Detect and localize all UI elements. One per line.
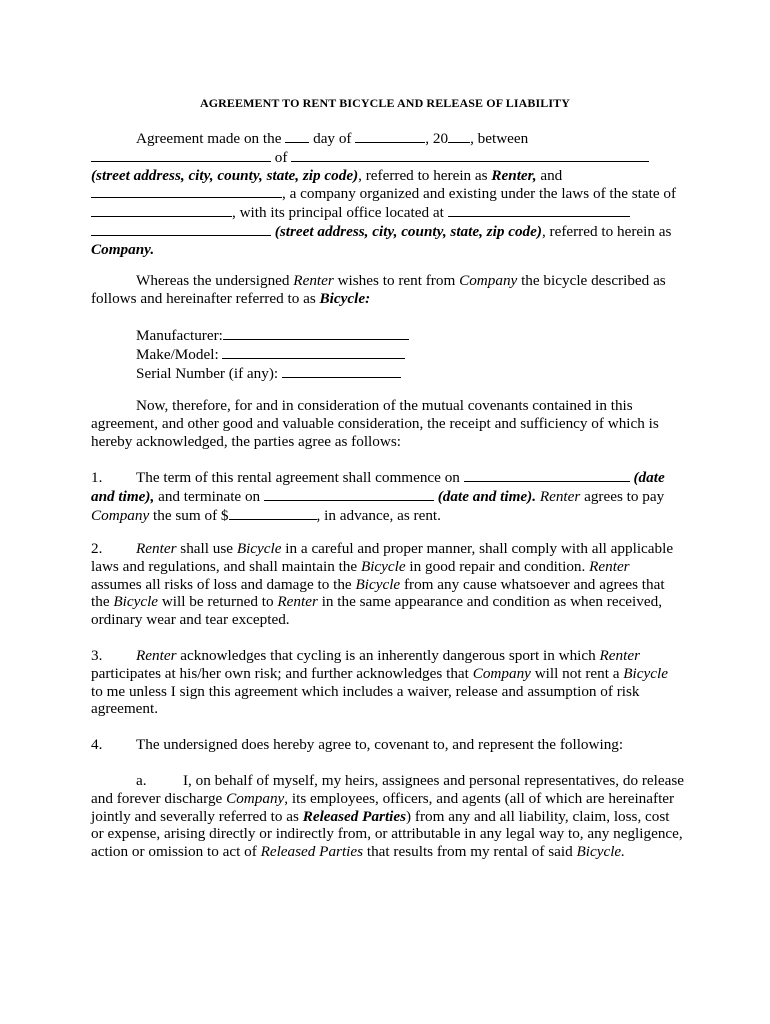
clause-text: The term of this rental agreement shall commence on bbox=[136, 469, 460, 486]
clause-number: 2. bbox=[91, 540, 103, 557]
clause-text: , its employees, officers, and agents (all of which are hereinafter bbox=[284, 789, 675, 807]
bicycle-term: Bicycle bbox=[236, 540, 282, 557]
paragraph-text: Now, therefore, for and in consideration of the mutual covenants contained in this bbox=[136, 397, 633, 414]
make-model-label: Make/Model: bbox=[136, 345, 219, 363]
clause-text: agreement. bbox=[91, 700, 159, 718]
date-time-label: (date and time). bbox=[437, 487, 537, 505]
clause-text: from any cause whatsoever and agrees that bbox=[403, 575, 665, 593]
bicycle-term: Bicycle: bbox=[319, 289, 371, 307]
company-name-blank[interactable] bbox=[91, 184, 282, 198]
intro-text: , 20 bbox=[425, 130, 449, 147]
commence-date-field[interactable] bbox=[464, 468, 630, 482]
company-address-blank[interactable] bbox=[448, 203, 630, 217]
whereas-text: wishes to rent from bbox=[337, 272, 456, 289]
clause-text: assumes all risks of loss and damage to the bbox=[91, 575, 352, 593]
clause-text: the bbox=[91, 593, 110, 611]
clause-text: shall use bbox=[180, 540, 234, 557]
renter-term: Renter bbox=[539, 487, 581, 505]
renter-term: Renter bbox=[589, 557, 630, 575]
renter-term: Renter bbox=[136, 647, 177, 664]
clause-text: the sum of $ bbox=[153, 506, 229, 524]
clause-text: ordinary wear and tear excepted. bbox=[91, 611, 290, 629]
clause-text: , in advance, as rent. bbox=[316, 506, 441, 524]
clause-text: participates at his/her own risk; and further acknowledges that bbox=[91, 664, 469, 682]
whereas-text: the bicycle described as bbox=[521, 272, 666, 289]
renter-term: Renter bbox=[293, 272, 334, 289]
bicycle-term: Bicycle bbox=[360, 557, 406, 575]
make-model-field[interactable] bbox=[222, 345, 405, 359]
intro-text: , a company organized and existing under the laws of the state of bbox=[282, 185, 677, 203]
address-label: (street address, city, county, state, zip code) bbox=[274, 222, 542, 240]
date-time-label: and time), bbox=[91, 487, 155, 505]
clause-text: in the same appearance and condition as when received, bbox=[321, 593, 662, 611]
clause-number: 3. bbox=[91, 647, 103, 664]
released-parties-term: Released Parties bbox=[260, 843, 364, 861]
company-term: Company. bbox=[91, 240, 155, 258]
clause-text: and terminate on bbox=[158, 487, 261, 505]
renter-term: Renter bbox=[599, 647, 641, 664]
bicycle-term: Bicycle bbox=[113, 593, 159, 611]
address-label: (street address, city, county, state, zip code) bbox=[91, 166, 359, 184]
manufacturer-label: Manufacturer: bbox=[136, 327, 223, 344]
intro-text: Agreement made on the bbox=[136, 130, 282, 147]
serial-field[interactable] bbox=[282, 364, 401, 378]
serial-label: Serial Number (if any): bbox=[136, 364, 279, 382]
clause-text: agrees to pay bbox=[584, 487, 665, 505]
bicycle-fields bbox=[91, 326, 683, 382]
manufacturer-field[interactable] bbox=[223, 326, 409, 340]
intro-text: day of bbox=[313, 130, 352, 147]
intro-text: and bbox=[540, 166, 563, 184]
rent-amount-field[interactable] bbox=[229, 506, 317, 520]
whereas-text: Whereas the undersigned bbox=[136, 272, 290, 289]
clause-text: ) from any and all liability, claim, loss, cost bbox=[406, 807, 670, 825]
clause-text: or expense, arising directly or indirectly from, or attributable in any legal way to, any negligence, bbox=[91, 825, 683, 843]
clause-text: in good repair and condition. bbox=[409, 557, 586, 575]
renter-term: Renter bbox=[277, 593, 318, 611]
clause-4 bbox=[91, 736, 683, 754]
clause-1 bbox=[91, 468, 683, 524]
intro-text: of bbox=[274, 148, 288, 166]
year-blank[interactable] bbox=[448, 129, 470, 143]
whereas-paragraph bbox=[91, 272, 683, 308]
clause-text: and forever discharge bbox=[91, 789, 223, 807]
whereas-text: follows and hereinafter referred to as bbox=[91, 289, 316, 307]
intro-text: , referred to herein as bbox=[358, 166, 488, 184]
company-term: Company bbox=[226, 789, 285, 807]
clause-letter: a. bbox=[136, 772, 147, 789]
now-therefore-paragraph bbox=[91, 397, 683, 450]
bicycle-term: Bicycle bbox=[355, 575, 401, 593]
clause-text: will be returned to bbox=[161, 593, 274, 611]
clause-text: The undersigned does hereby agree to, covenant to, and represent the following: bbox=[136, 736, 624, 753]
clause-text: in a careful and proper manner, shall comply with all applicable bbox=[285, 540, 674, 557]
intro-paragraph bbox=[91, 129, 683, 259]
clause-text: that results from my rental of said bbox=[366, 843, 573, 861]
clause-text: I, on behalf of myself, my heirs, assignees and personal representatives, do release bbox=[183, 772, 685, 789]
clause-text: acknowledges that cycling is an inherently dangerous sport in which bbox=[180, 647, 596, 664]
date-time-label: (date bbox=[633, 469, 665, 486]
renter-name-blank[interactable] bbox=[91, 148, 271, 162]
clause-number: 4. bbox=[91, 736, 103, 753]
company-term: Company bbox=[91, 506, 150, 524]
renter-address-blank[interactable] bbox=[291, 148, 649, 162]
renter-term: Renter bbox=[136, 540, 177, 557]
clause-text: laws and regulations, and shall maintain the bbox=[91, 557, 358, 575]
clause-4a bbox=[91, 772, 683, 861]
state-blank[interactable] bbox=[91, 203, 232, 217]
clause-text: to me unless I sign this agreement which includes a waiver, release and assumption of risk bbox=[91, 682, 640, 700]
bicycle-term: Bicycle. bbox=[576, 843, 625, 861]
terminate-date-field[interactable] bbox=[264, 487, 434, 501]
clause-text: action or omission to act of bbox=[91, 843, 257, 861]
paragraph-text: agreement, and other good and valuable consideration, the receipt and sufficiency of which is bbox=[91, 414, 659, 432]
bicycle-term: Bicycle bbox=[623, 664, 668, 682]
clause-3 bbox=[91, 647, 683, 718]
month-blank[interactable] bbox=[355, 129, 425, 143]
company-term: Company bbox=[472, 664, 531, 682]
company-term: Company bbox=[459, 272, 518, 289]
page-title: AGREEMENT TO RENT BICYCLE AND RELEASE OF LIABILITY bbox=[199, 96, 571, 110]
intro-text: , between bbox=[470, 130, 529, 147]
intro-text: , with its principal office located at bbox=[232, 204, 444, 222]
clause-text: jointly and severally referred to as bbox=[91, 807, 299, 825]
released-parties-term: Released Parties bbox=[302, 807, 407, 825]
intro-text: , referred to herein as bbox=[541, 222, 672, 240]
clause-2 bbox=[91, 540, 683, 629]
clause-number: 1. bbox=[91, 469, 103, 486]
day-blank[interactable] bbox=[285, 129, 309, 143]
renter-term: Renter, bbox=[491, 166, 537, 184]
paragraph-text: hereby acknowledged, the parties agree as follows: bbox=[91, 432, 401, 450]
clause-text: will not rent a bbox=[534, 664, 620, 682]
company-address-blank-2[interactable] bbox=[91, 222, 271, 236]
